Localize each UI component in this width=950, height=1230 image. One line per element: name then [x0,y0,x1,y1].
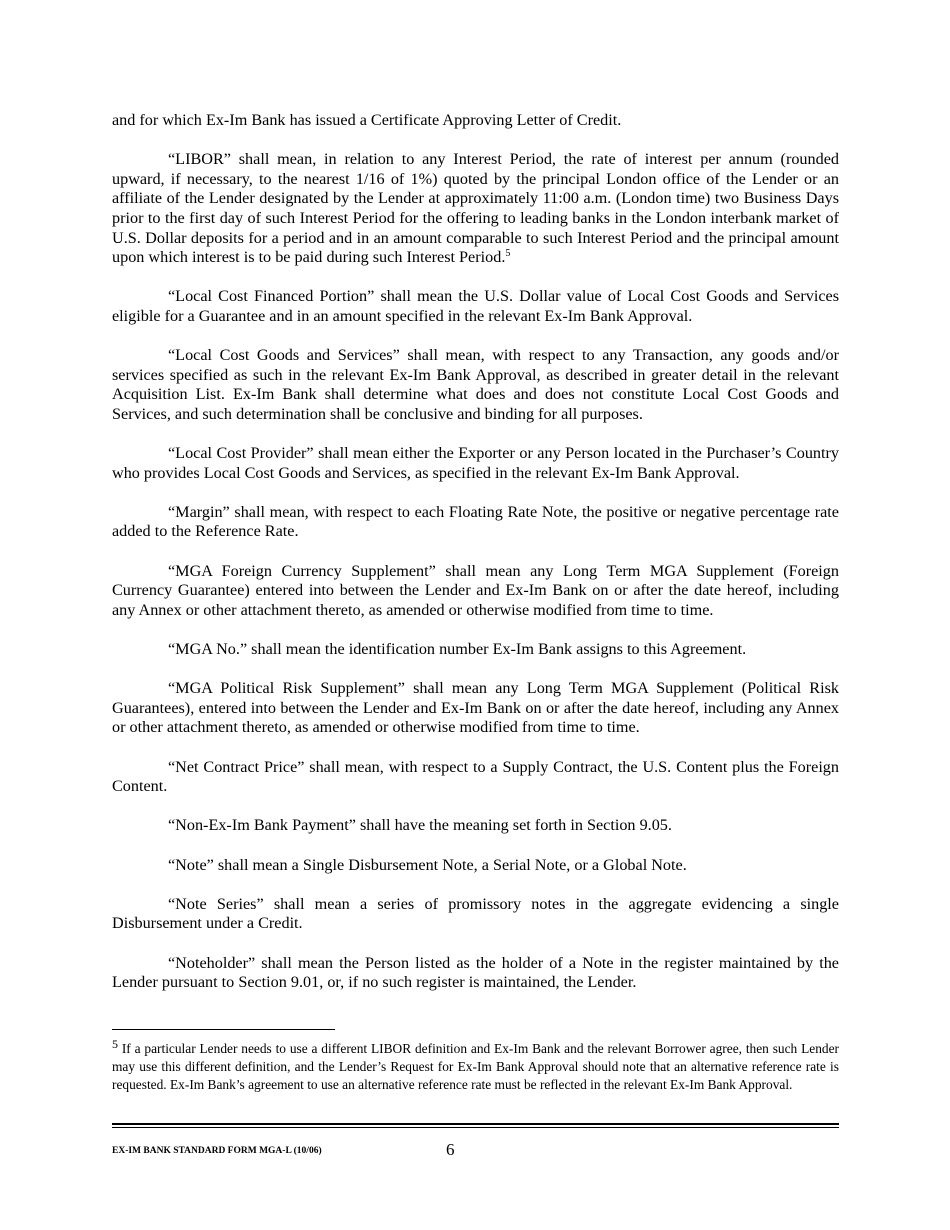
form-identifier: EX-IM BANK STANDARD FORM MGA-L (10/06) [112,1146,322,1156]
definition-local-cost-goods-and-services: “Local Cost Goods and Services” shall mean, with respect to any Transaction, any goods and/or services specified as such in the relevant Ex-Im Bank Approval, as described in greater detail in the relevant Acquisition List. Ex-Im Bank shall determine what does and does not constitute Local Cost Goods and Services, and such determination shall be conclusive and binding for all purposes. [112,346,839,423]
footnote [112,1037,839,1094]
definition-mga-political-risk-supplement: “MGA Political Risk Supplement” shall mean any Long Term MGA Supplement (Political Risk Guarantees), entered into between the Lender and Ex-Im Bank on or after the date hereof, including any Annex or other attachment thereto, as amended or otherwise modified from time to time. [112,679,839,737]
footnote-divider [112,1029,335,1030]
document-body [112,111,839,1012]
definition-local-cost-financed-portion: “Local Cost Financed Portion” shall mean the U.S. Dollar value of Local Cost Goods and Services eligible for a Guarantee and in an amount specified in the relevant Ex-Im Bank Approval. [112,287,839,325]
definition-mga-foreign-currency-supplement: “MGA Foreign Currency Supplement” shall mean any Long Term MGA Supplement (Foreign Currency Guarantee) entered into between the Lender and Ex-Im Bank on or after the date hereof, including any Annex or other attachment thereto, as amended or otherwise modified from time to time. [112,561,839,619]
footnote-number: 5 [112,1037,118,1051]
page-number: 6 [446,1140,455,1159]
definition-non-ex-im-bank-payment: “Non-Ex-Im Bank Payment” shall have the meaning set forth in Section 9.05. [168,816,672,835]
footnote-text: If a particular Lender needs to use a different LIBOR definition and Ex-Im Bank and the relevant Borrower agree, then such Lender may use this different definition, and the Lender’s Request for Ex-Im Bank Approval should note that an alternative reference rate is requested. Ex-Im Bank’s agreement to use an alternative reference rate must be reflected in the relevant Ex-Im Bank Approval. [112,1041,839,1092]
definition-net-contract-price: “Net Contract Price” shall mean, with respect to a Supply Contract, the U.S. Content plus the Foreign Content. [112,757,839,796]
footer-divider [112,1123,839,1128]
definition-note: “Note” shall mean a Single Disbursement Note, a Serial Note, or a Global Note. [168,855,687,874]
footnote-ref: 5 [505,248,511,260]
definition-local-cost-provider: “Local Cost Provider” shall mean either the Exporter or any Person located in the Purchaser’s Country who provides Local Cost Goods and Services, as specified in the relevant Ex-Im Bank Approval. [112,444,839,482]
definition-note-series: “Note Series” shall mean a series of promissory notes in the aggregate evidencing a single Disbursement under a Credit. [112,894,839,933]
paragraph-continuation: and for which Ex-Im Bank has issued a Certificate Approving Letter of Credit. [112,111,622,129]
definition-libor: “LIBOR” shall mean, in relation to any Interest Period, the rate of interest per annum (rounded upward, if necessary, to the nearest 1/16 of 1%) quoted by the principal London office of the Lender or an affiliate of the Lender designated by the Lender at approximately 11:00 a.m. (London time) two Business Days prior to the first day of such Interest Period for the offering to leading banks in the London interbank market of U.S. Dollar deposits for a period and in an amount comparable to such Interest Period and the principal amount upon which interest is to be paid during such Interest Period.$^5$ [112,150,839,267]
definition-mga-no: “MGA No.” shall mean the identification number Ex-Im Bank assigns to this Agreement. [168,640,747,659]
definition-noteholder: “Noteholder” shall mean the Person listed as the holder of a Note in the register maintained by the Lender pursuant to Section 9.01, or, if no such register is maintained, the Lender. [112,953,839,992]
definition-margin: “Margin” shall mean, with respect to each Floating Rate Note, the positive or negative percentage rate added to the Reference Rate. [112,502,839,541]
